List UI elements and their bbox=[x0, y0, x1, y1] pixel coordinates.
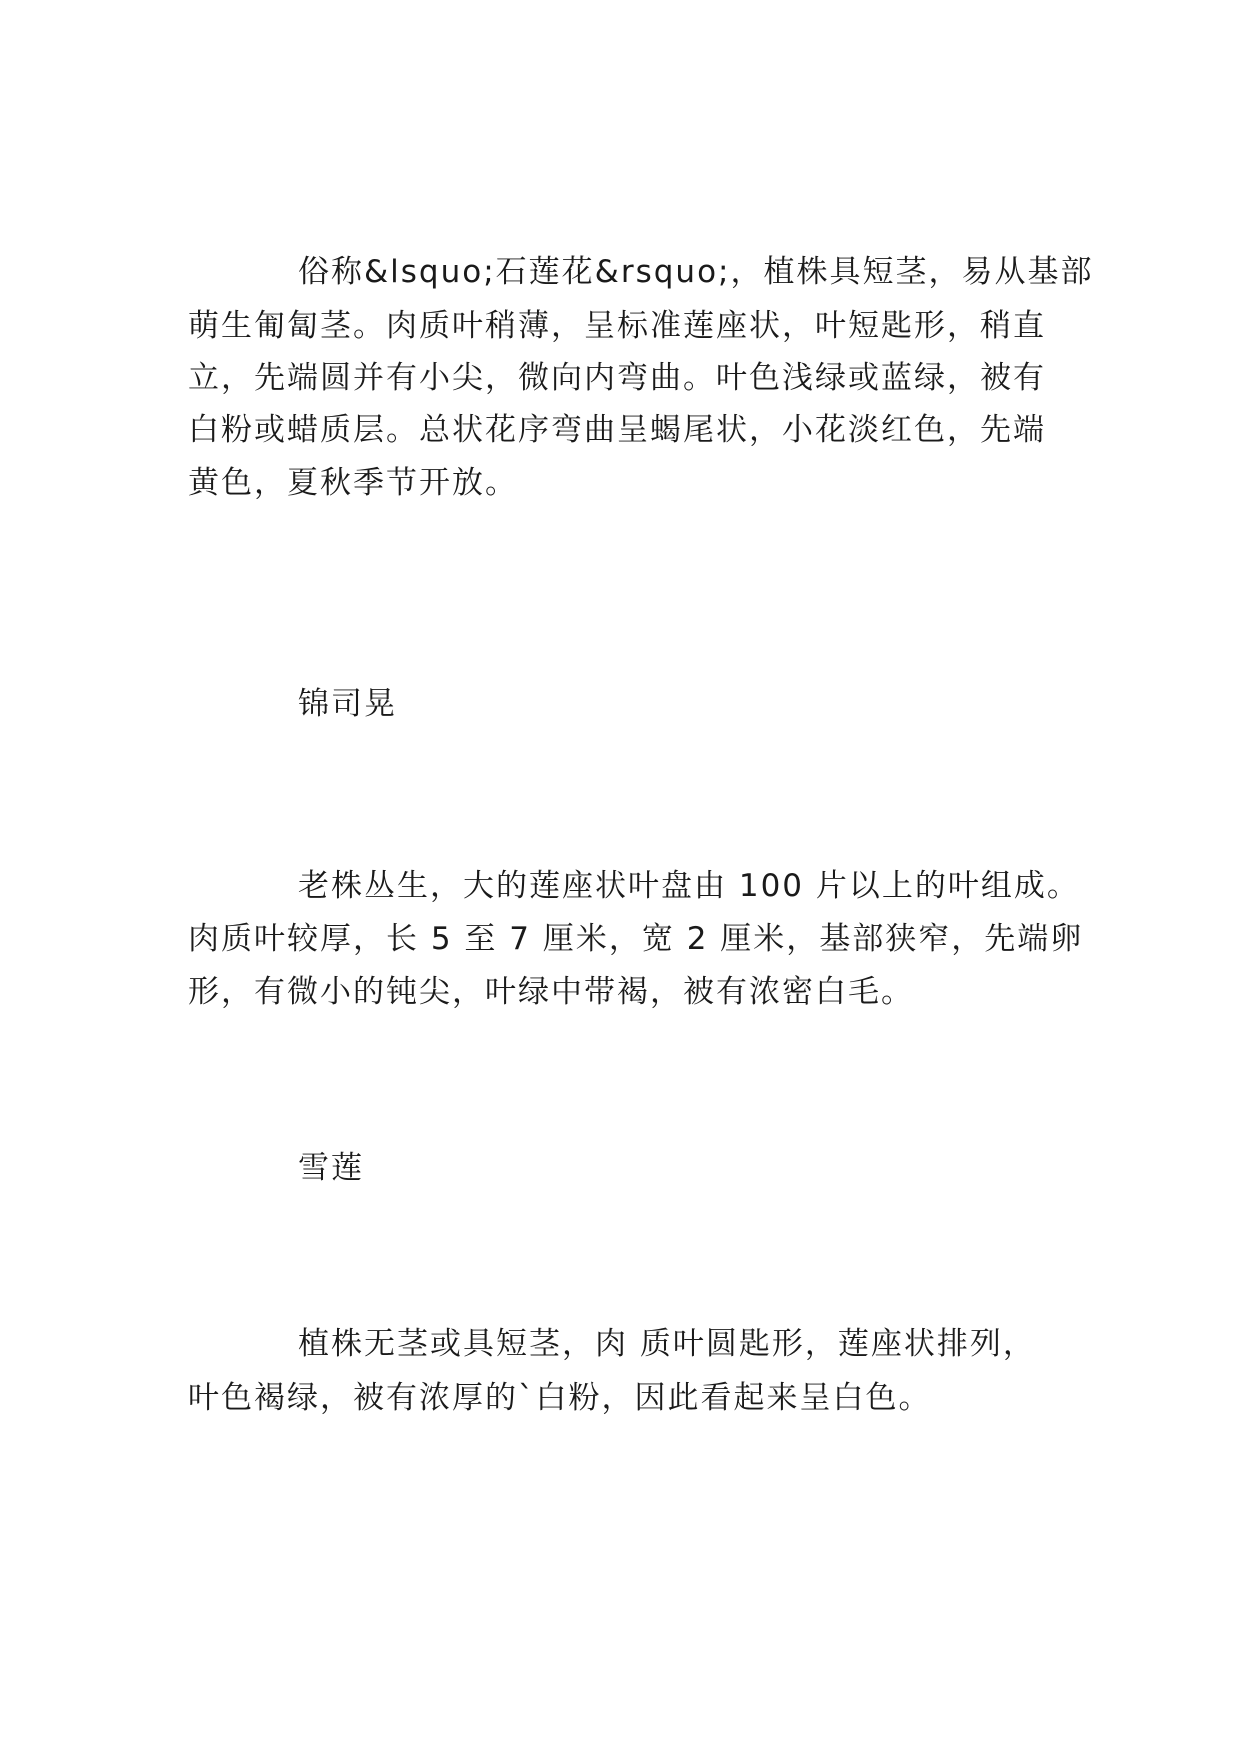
paragraph-2-line-1: 老株丛生，大的莲座状叶盘由 100 片以上的叶组成。 bbox=[298, 868, 1080, 904]
paragraph-1-line-1: 俗称&lsquo;石莲花&rsquo;，植株具短茎，易从基部 bbox=[298, 254, 1094, 290]
heading-2: 雪莲 bbox=[298, 1150, 364, 1186]
paragraph-3-line-2: 叶色褐绿，被有浓厚的`白粉，因此看起来呈白色。 bbox=[188, 1380, 932, 1416]
paragraph-1-line-2: 萌生匍匐茎。肉质叶稍薄，呈标准莲座状，叶短匙形，稍直 bbox=[188, 308, 1046, 344]
heading-1: 锦司晃 bbox=[298, 686, 397, 722]
paragraph-1-line-5: 黄色，夏秋季节开放。 bbox=[188, 465, 518, 501]
paragraph-3-line-1: 植株无茎或具短茎，肉 质叶圆匙形，莲座状排列， bbox=[298, 1326, 1036, 1362]
paragraph-1-line-3: 立，先端圆并有小尖，微向内弯曲。叶色浅绿或蓝绿，被有 bbox=[188, 360, 1046, 396]
paragraph-2-line-3: 形，有微小的钝尖，叶绿中带褐，被有浓密白毛。 bbox=[188, 974, 914, 1010]
paragraph-1-line-4: 白粉或蜡质层。总状花序弯曲呈蝎尾状，小花淡红色，先端 bbox=[188, 412, 1046, 448]
paragraph-2-line-2: 肉质叶较厚，长 5 至 7 厘米，宽 2 厘米，基部狭窄，先端卵 bbox=[188, 921, 1084, 957]
